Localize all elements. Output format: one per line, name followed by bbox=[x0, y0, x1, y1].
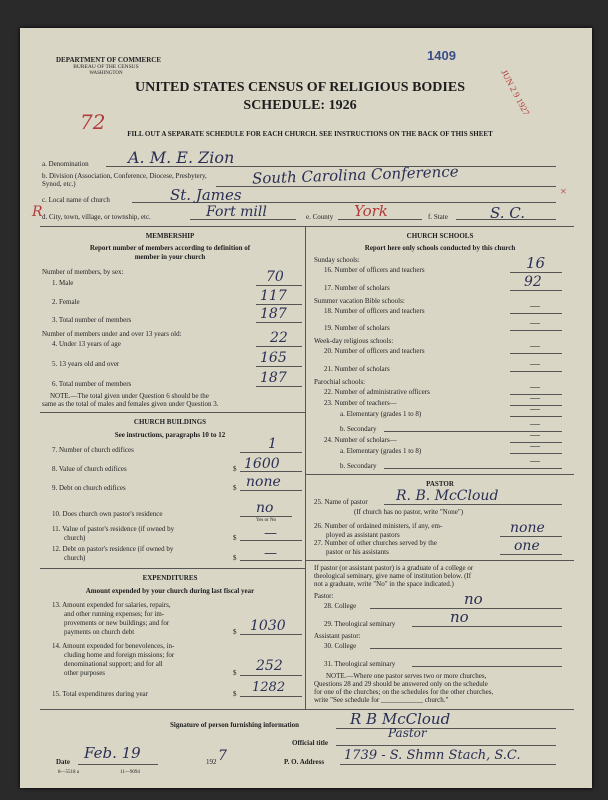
expenditures-sub: Amount expended by your church during last fiscal year bbox=[85, 587, 255, 595]
q12-label: 12. Debt on pastor's residence (if owned by bbox=[52, 545, 174, 553]
q30-label: 30. College bbox=[324, 642, 357, 650]
q25-value: R. B. McCloud bbox=[396, 488, 499, 504]
q22-label: 22. Number of administrative officers bbox=[324, 388, 430, 396]
q3-value: 187 bbox=[260, 306, 287, 322]
q19-label: 19. Number of scholars bbox=[324, 324, 390, 332]
church-name-value: St. James bbox=[170, 186, 242, 204]
q14-label-2: cluding home and foreign missions; for bbox=[64, 651, 175, 659]
q24-value: — bbox=[530, 430, 540, 441]
q24-label: 24. Number of scholars— bbox=[324, 436, 397, 444]
po-address-label: P. O. Address bbox=[284, 758, 325, 766]
q3-label: 3. Total number of members bbox=[52, 316, 132, 324]
q16-value: 16 bbox=[526, 254, 546, 272]
q5-label: 5. 13 years old and over bbox=[52, 360, 120, 368]
census-schedule-document: DEPARTMENT OF COMMERCE BUREAU OF THE CENSUS WASHINGTON 1409 JUN 2 9 1927 UNITED STATES CENSUS OF RELIGIOUS BODIES SCHEDULE: 1926 72 FILL OUT A SEPARATE SCHEDULE FOR EACH CHURCH. SEE INSTRUCTIONS ON THE BACK OF THIS SHEET a. Denomination A. M. E. Zion b. Division (Association, Conference, Diocese, Presbytery, Synod, etc.) South Carolina Conference c. Local name of church St. James R × d. City, town, village, or township, etc. Fort mill e. County York f. State S. C. MEMBERSHIP Report number of members according to definition of member in your church Number of members, by sex: 1. Male 70 2. Female 117 3. Total number of members 187 Number of members under and over 13 years old: 4. Under 13 years of age 22 5. 13 years old and over 165 6. Total number of members 187 NOTE.—The total given under Question 6 should be the same as the total of males and females given under Question 3. CHURCH BUILDINGS See instructions, paragraphs 10 to 12 7. Number of church edifices 1 8. Value of church edifices $ 1600 9. Debt on church edifices $ none 10. Does church own pastor's residence no Yes or No 11. Value of pastor's residence (if owned by church) $ — 12. Debt on pastor's residence (if owned by church) $ — EXPENDITURES Amount expended by your church during last fiscal year 13. Amount expended for salaries, repairs, and other running expenses; for im- provements or new buildings; and for payments on church debt $ 1030 14. Amount expended for benevolences, in- cluding home and foreign missions; for denominational support; and for all other purposes $ 252 15. Total expenditures during year $ 1282 CHURCH SCHOOLS Report here only schools conducted by this church Sunday schools: 16. Number of officers and teachers 16 17. Number of scholars 92 Summer vacation Bible schools: 18. Number of officers and teachers — 19. Number of scholars — Week-day religious schools: 20. Number of officers and teachers — 21. Number of scholars — Parochial schools: 22. Number of administrative officers — 23. Number of teachers— — a. Elementary (grades 1 to 8) — b. Secondary — 24. Number of scholars— — a. Elementary (grades 1 to 8) — b. Secondary — PASTOR 25. Name of pastor R. B. McCloud (If church has no pastor, write "None") 26. Number of ordained ministers, if any, em- ployed as assistant pastors none 27. Number of other churches served by the pastor or his assistants one If pastor (or assistant pastor) is a graduate of a college or theological seminary, give name of institution below. (If not a graduate, write "No" in the space indicated.) Pastor: 28. College no 29. Theological seminary no Assistant pastor: 30. College 31. Theological seminary NOTE.—Where one pastor serves two or more churches, Questions 28 and 29 should be answered only on the schedule for one of the churches; on the schedules for the other churches, write "See schedule for ____________ church." Signature of person furnishing information R B McCloud Official title Pastor Date Feb. 19 192 7 P. O. Address 1739 - S. Shmn Stach, S.C. 8—5518 a 11—9094 bbox=[20, 28, 592, 788]
county-label: e. County bbox=[306, 213, 334, 221]
q12-label-cont: church) bbox=[64, 554, 86, 562]
state-value: S. C. bbox=[490, 204, 525, 222]
summer-label: Summer vacation Bible schools: bbox=[314, 297, 405, 305]
bureau-label: BUREAU OF THE CENSUS bbox=[73, 64, 139, 70]
q14-label-3: denominational support; and for all bbox=[64, 660, 163, 668]
q23-value: — bbox=[530, 393, 540, 404]
q27-value: one bbox=[514, 538, 540, 554]
q19-value: — bbox=[530, 318, 540, 329]
q28-label: 28. College bbox=[324, 602, 357, 610]
q29-value: no bbox=[450, 608, 469, 626]
q6-label: 6. Total number of members bbox=[52, 380, 132, 388]
denomination-label: a. Denomination bbox=[42, 160, 89, 168]
division-label: b. Division (Association, Conference, Diocese, Presbytery, Synod, etc.) bbox=[42, 172, 207, 188]
q6-value: 187 bbox=[260, 370, 287, 386]
q10-value: no bbox=[256, 500, 274, 516]
q28-value: no bbox=[464, 590, 483, 608]
q29-label: 29. Theological seminary bbox=[324, 620, 396, 628]
q18-value: — bbox=[530, 301, 540, 312]
q23b-label: b. Secondary bbox=[340, 425, 377, 433]
q11-value: — bbox=[264, 526, 277, 541]
q8-label: 8. Value of church edifices bbox=[52, 465, 127, 473]
q27-label: 27. Number of other churches served by the bbox=[314, 539, 437, 547]
grad-note-1: If pastor (or assistant pastor) is a graduate of a college or bbox=[314, 564, 474, 572]
state-label: f. State bbox=[428, 213, 448, 221]
age-label: Number of members under and over 13 years old: bbox=[42, 330, 182, 338]
city-label: WASHINGTON bbox=[89, 71, 123, 76]
membership-sub2: member in your church bbox=[134, 253, 206, 261]
date-value: Feb. 19 bbox=[84, 744, 141, 762]
q24a-value: — bbox=[530, 441, 540, 452]
q11-label: 11. Value of pastor's residence (if owned by bbox=[52, 525, 175, 533]
q13-label-4: payments on church debt bbox=[64, 628, 135, 636]
q4-label: 4. Under 13 years of age bbox=[52, 340, 121, 348]
membership-sub1: Report number of members according to definition of bbox=[89, 244, 251, 252]
parochial-label: Parochial schools: bbox=[314, 378, 366, 386]
weekday-label: Week-day religious schools: bbox=[314, 337, 394, 345]
q9-value: none bbox=[246, 474, 281, 490]
q23b-value: — bbox=[530, 419, 540, 430]
membership-note1: NOTE.—The total given under Question 6 should be the bbox=[50, 392, 209, 400]
official-title-value: Pastor bbox=[388, 726, 427, 740]
x-mark: × bbox=[560, 184, 567, 198]
signature-label: Signature of person furnishing information bbox=[170, 721, 299, 729]
q1-label: 1. Male bbox=[52, 279, 74, 287]
church-name-label: c. Local name of church bbox=[42, 196, 110, 204]
form-number-2: 11—9094 bbox=[120, 770, 140, 775]
q7-label: 7. Number of church edifices bbox=[52, 446, 134, 454]
schedule-title: SCHEDULE: 1926 bbox=[243, 98, 357, 113]
instruction-line: FILL OUT A SEPARATE SCHEDULE FOR EACH CHURCH. SEE INSTRUCTIONS ON THE BACK OF THIS SHEET bbox=[127, 130, 493, 138]
buildings-sub: See instructions, paragraphs 10 to 12 bbox=[114, 431, 226, 439]
pastor-label: Pastor: bbox=[314, 592, 334, 600]
form-number: 8—5518 a bbox=[58, 770, 79, 775]
q25-label: 25. Name of pastor bbox=[314, 498, 368, 506]
county-value: York bbox=[354, 202, 388, 220]
schools-heading: CHURCH SCHOOLS bbox=[406, 232, 474, 240]
pastor-note-1: NOTE.—Where one pastor serves two or more churches, bbox=[326, 672, 487, 680]
q26-label-cont: ployed as assistant pastors bbox=[326, 531, 400, 539]
q14-value: 252 bbox=[256, 658, 283, 674]
q21-label: 21. Number of scholars bbox=[324, 365, 390, 373]
q14-label: 14. Amount expended for benevolences, in- bbox=[52, 642, 175, 650]
membership-heading: MEMBERSHIP bbox=[145, 232, 195, 240]
q20-label: 20. Number of officers and teachers bbox=[324, 347, 425, 355]
q13-label-2: and other running expenses; for im- bbox=[64, 610, 165, 618]
q24a-label: a. Elementary (grades 1 to 8) bbox=[340, 447, 422, 455]
division-value: South Carolina Conference bbox=[251, 162, 459, 188]
q15-label: 15. Total expenditures during year bbox=[52, 690, 148, 698]
document-title: UNITED STATES CENSUS OF RELIGIOUS BODIES bbox=[134, 80, 465, 95]
q14-label-4: other purposes bbox=[64, 669, 106, 677]
year-prefix: 192 bbox=[206, 758, 217, 766]
signature-value: R B McCloud bbox=[350, 710, 451, 728]
q9-label: 9. Debt on church edifices bbox=[52, 484, 126, 492]
q17-label: 17. Number of scholars bbox=[324, 284, 390, 292]
handwritten-number: 72 bbox=[80, 110, 106, 134]
margin-mark: R bbox=[32, 204, 43, 220]
sunday-label: Sunday schools: bbox=[314, 256, 360, 264]
q26-label: 26. Number of ordained ministers, if any, em- bbox=[314, 522, 443, 530]
buildings-heading: CHURCH BUILDINGS bbox=[133, 418, 207, 426]
grad-note-2: theological seminary, give name of institution below. (If bbox=[314, 572, 472, 580]
date-label: Date bbox=[56, 758, 70, 766]
q24b-label: b. Secondary bbox=[340, 462, 377, 470]
city-value: Fort mill bbox=[206, 204, 267, 220]
q12-value: — bbox=[264, 546, 277, 561]
q4-value: 22 bbox=[270, 330, 288, 346]
q20-value: — bbox=[530, 341, 540, 352]
q23a-label: a. Elementary (grades 1 to 8) bbox=[340, 410, 422, 418]
po-address-value: 1739 - S. Shmn Stach, S.C. bbox=[344, 748, 521, 763]
city-label-field: d. City, town, village, or township, etc. bbox=[42, 213, 151, 221]
q5-value: 165 bbox=[260, 350, 287, 366]
q21-value: — bbox=[530, 359, 540, 370]
q18-label: 18. Number of officers and teachers bbox=[324, 307, 425, 315]
q11-label-cont: church) bbox=[64, 534, 86, 542]
department-label: DEPARTMENT OF COMMERCE bbox=[56, 56, 162, 64]
membership-note2: same as the total of males and females given under Question 3. bbox=[42, 400, 219, 408]
schools-sub: Report here only schools conducted by this church bbox=[364, 244, 516, 252]
q13-label-3: provements or new buildings; and for bbox=[64, 619, 170, 627]
q23-label: 23. Number of teachers— bbox=[324, 399, 397, 407]
q26-value: none bbox=[510, 520, 545, 536]
q16-label: 16. Number of officers and teachers bbox=[324, 266, 425, 274]
q1-value: 70 bbox=[266, 269, 284, 285]
grad-note-3: not a graduate, write "No" in the space indicated.) bbox=[314, 580, 454, 588]
stamp-number: 1409 bbox=[427, 48, 456, 63]
q15-value: 1282 bbox=[252, 680, 286, 695]
q13-label: 13. Amount expended for salaries, repairs, bbox=[52, 601, 171, 609]
q23a-value: — bbox=[530, 404, 540, 415]
denomination-value: A. M. E. Zion bbox=[128, 148, 235, 167]
expenditures-heading: EXPENDITURES bbox=[142, 574, 198, 582]
official-title-label: Official title bbox=[292, 739, 328, 747]
q24b-value: — bbox=[530, 456, 540, 467]
q2-label: 2. Female bbox=[52, 298, 80, 306]
q7-value: 1 bbox=[268, 436, 277, 452]
pastor-heading: PASTOR bbox=[426, 480, 454, 488]
by-sex-label: Number of members, by sex: bbox=[42, 268, 124, 276]
q31-label: 31. Theological seminary bbox=[324, 660, 396, 668]
q22-value: — bbox=[530, 382, 540, 393]
year-value: 7 bbox=[218, 748, 227, 764]
q17-value: 92 bbox=[524, 274, 542, 290]
q27-label-cont: pastor or his assistants bbox=[326, 548, 389, 556]
received-date-stamp: JUN 2 9 1927 bbox=[499, 68, 532, 118]
q25-note: (If church has no pastor, write "None") bbox=[354, 508, 464, 516]
q10-label: 10. Does church own pastor's residence bbox=[52, 510, 163, 518]
q2-value: 117 bbox=[260, 288, 287, 304]
q13-value: 1030 bbox=[250, 618, 286, 634]
pastor-note-4: write "See schedule for ____________ church." bbox=[314, 696, 449, 704]
yes-no-hint: Yes or No bbox=[256, 518, 277, 523]
pastor-note-2: Questions 28 and 29 should be answered only on the schedule bbox=[314, 680, 488, 688]
asst-pastor-label: Assistant pastor: bbox=[314, 632, 361, 640]
q8-value: 1600 bbox=[244, 456, 280, 472]
pastor-note-3: for one of the churches; on the schedules for the other churches, bbox=[314, 688, 494, 696]
